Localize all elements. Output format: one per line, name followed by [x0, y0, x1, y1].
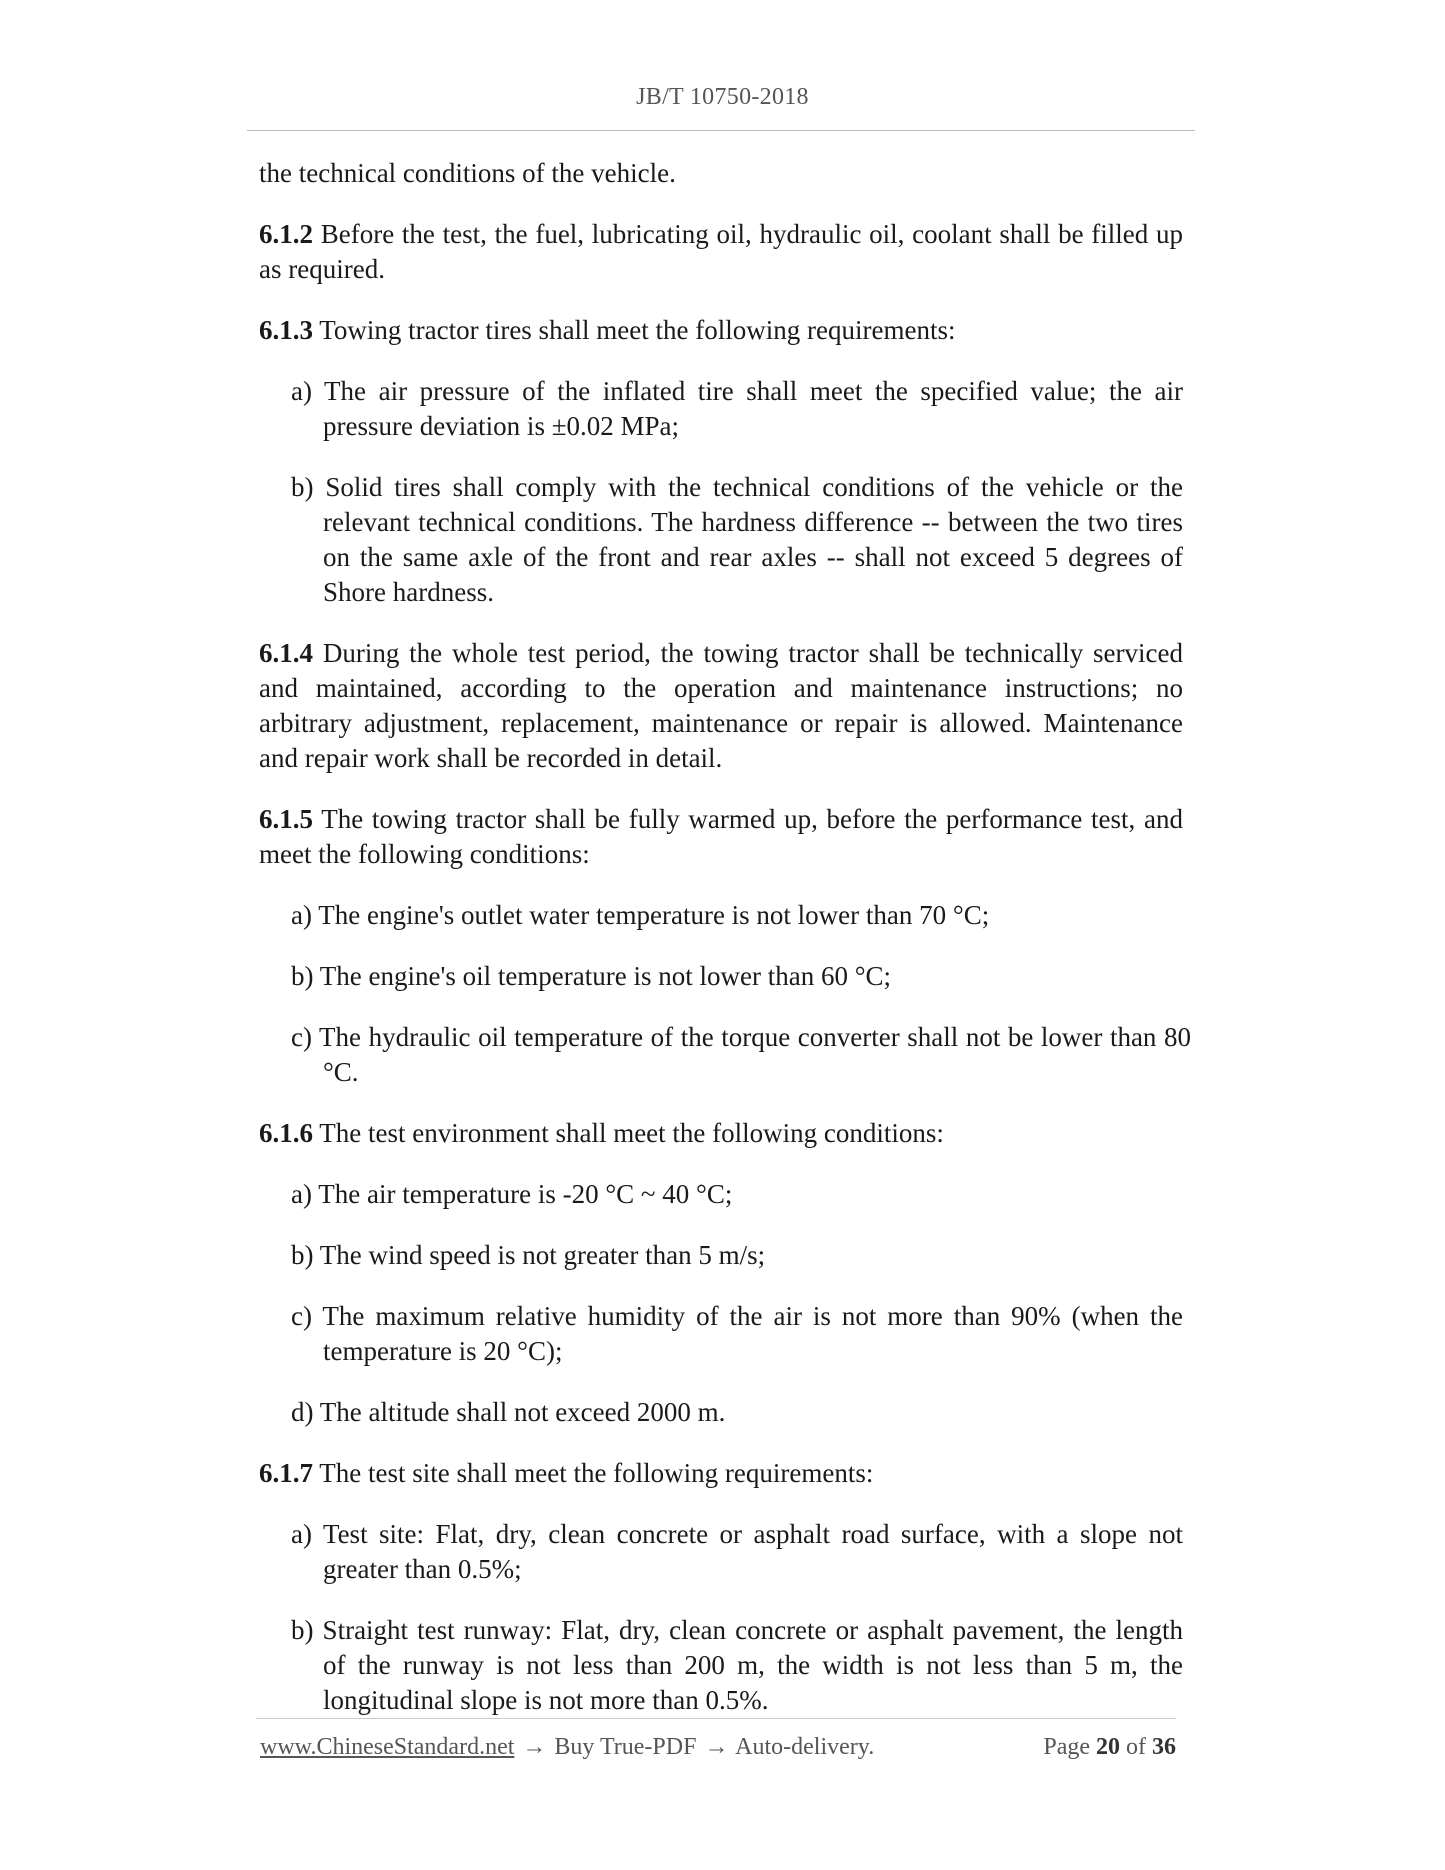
clause-6-1-6 — [259, 1116, 1183, 1151]
clause-6-1-2 — [259, 217, 1183, 287]
clause-number: 6.1.2 — [259, 219, 313, 249]
arrow-right-icon: → — [522, 1734, 547, 1760]
clause-number: 6.1.3 — [259, 315, 313, 345]
list-item: b) The wind speed is not greater than 5 m/s; — [291, 1240, 766, 1270]
clause-6-1-3 — [259, 313, 1183, 348]
clause-text: Before the test, the fuel, lubricating oil, hydraulic oil, coolant shall be filled up as required. — [259, 219, 1183, 284]
clause-number: 6.1.5 — [259, 804, 313, 834]
clause-6-1-5 — [259, 802, 1183, 872]
footer-promo — [260, 1734, 874, 1761]
buy-text: Buy True-PDF — [554, 1734, 697, 1760]
clause-text: During the whole test period, the towing tractor shall be technically serviced and maintained, according to the operation and maintenance instructions; no arbitrary adjustment, replacement, maintenance or repair is allowed. Maintenance and repair work shall be recorded in detail. — [259, 638, 1183, 773]
clause-6-1-7 — [259, 1456, 1183, 1491]
site-link[interactable]: www.ChineseStandard.net — [260, 1734, 515, 1760]
clause-text: Towing tractor tires shall meet the following requirements: — [313, 315, 956, 345]
page-header: JB/T 10750-2018 — [636, 84, 809, 110]
page-number: 20 — [1096, 1734, 1120, 1760]
list-item: c) The maximum relative humidity of the air is not more than 90% (when the temperature is 20 °C); — [291, 1301, 1183, 1366]
clause-text: The towing tractor shall be fully warmed up, before the performance test, and meet the following conditions: — [259, 804, 1183, 869]
clause-number: 6.1.7 — [259, 1458, 313, 1488]
arrow-right-icon: → — [704, 1734, 729, 1760]
page-label: Page — [1043, 1734, 1090, 1760]
clause-number: 6.1.6 — [259, 1118, 313, 1148]
list-item: b) Straight test runway: Flat, dry, clean concrete or asphalt pavement, the length of the runway is not less than 200 m, the width is not less than 5 m, the longitudinal slope is not more than 0.5%. — [291, 1615, 1183, 1715]
footer-divider — [256, 1718, 1176, 1719]
clause-text: The test environment shall meet the following conditions: — [313, 1118, 944, 1148]
clause-text: The test site shall meet the following requirements: — [313, 1458, 874, 1488]
page-total: 36 — [1152, 1734, 1176, 1760]
header-divider — [247, 130, 1195, 131]
clause-6-1-4 — [259, 636, 1183, 776]
list-item: d) The altitude shall not exceed 2000 m. — [291, 1397, 726, 1427]
clause-number: 6.1.4 — [259, 638, 313, 668]
list-item: c) The hydraulic oil temperature of the torque converter shall not be lower than 80 °C. — [291, 1022, 1191, 1087]
of-label: of — [1126, 1734, 1146, 1760]
continued-text: the technical conditions of the vehicle. — [259, 158, 676, 188]
page-indicator — [1043, 1734, 1176, 1761]
list-item: b) The engine's oil temperature is not lower than 60 °C; — [291, 961, 892, 991]
list-item: b) Solid tires shall comply with the technical conditions of the vehicle or the relevant technical conditions. The hardness difference -- between the two tires on the same axle of the front and rear axles -- shall not exceed 5 degrees of Shore hardness. — [291, 472, 1183, 607]
list-item: a) The engine's outlet water temperature is not lower than 70 °C; — [291, 900, 990, 930]
list-item: a) The air temperature is -20 °C ~ 40 °C; — [291, 1179, 733, 1209]
list-item: a) Test site: Flat, dry, clean concrete or asphalt road surface, with a slope not greater than 0.5%; — [291, 1519, 1183, 1584]
delivery-text: Auto-delivery. — [735, 1734, 875, 1760]
document-body — [259, 156, 1191, 1744]
list-item: a) The air pressure of the inflated tire shall meet the specified value; the air pressure deviation is ±0.02 MPa; — [291, 376, 1183, 441]
